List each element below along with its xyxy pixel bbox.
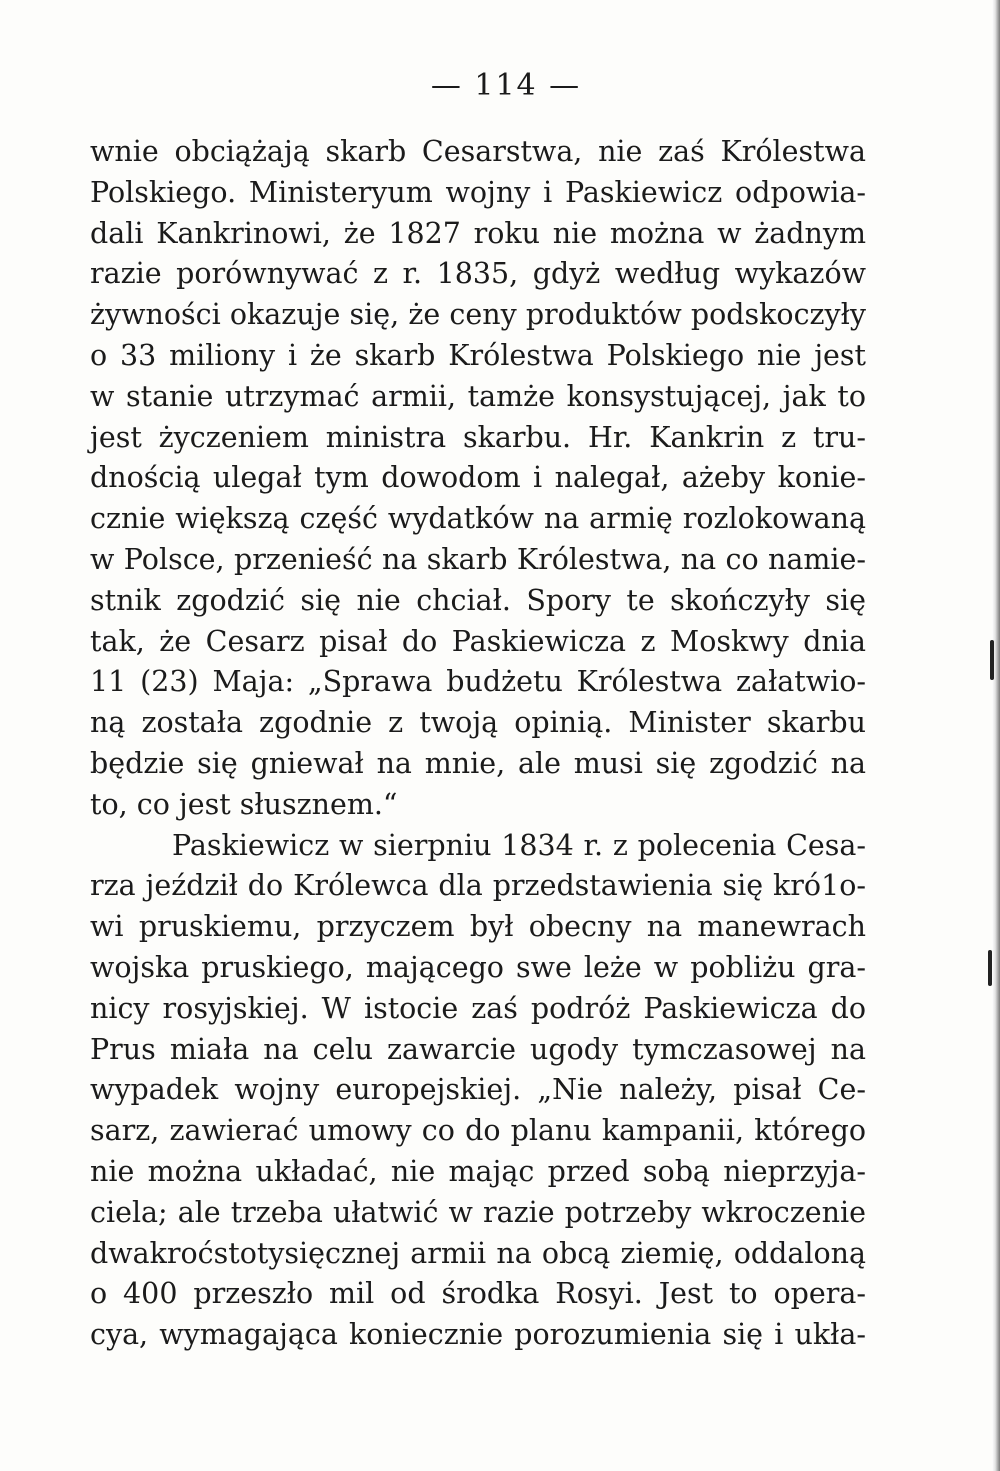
text-line: jest życzeniem ministra skarbu. Hr. Kankrin z tru- [90, 420, 866, 454]
text-line: żywności okazuje się, że ceny produktów podskoczyły [90, 298, 866, 332]
text-line: 11 (23) Maja: „Sprawa budżetu Królestwa załatwio- [90, 665, 866, 699]
text-line: Prus miała na celu zawarcie ugody tymczasowej na [90, 1032, 866, 1066]
text-line: sarz, zawierać umowy co do planu kampanii, którego [90, 1114, 866, 1148]
text-line: będzie się gniewał na mnie, ale musi się zgodzić na [90, 746, 866, 780]
text-line: nicy rosyjskiej. W istocie zaś podróż Paskiewicza do [90, 991, 866, 1025]
text-line: wi pruskiemu, przyczem był obecny na manewrach [90, 910, 866, 944]
text-line: w stanie utrzymać armii, tamże konsystującej, jak to [90, 379, 866, 413]
text-line: dali Kankrinowi, że 1827 roku nie można w żadnym [90, 216, 866, 250]
paragraph-start-line: Paskiewicz w sierpniu 1834 r. z polecenia Cesa- [172, 828, 866, 862]
text-line: tak, że Cesarz pisał do Paskiewicza z Moskwy dnia [90, 624, 866, 658]
text-line: ciela; ale trzeba ułatwić w razie potrzeby wkroczenie [90, 1195, 866, 1229]
text-line: w Polsce, przenieść na skarb Królestwa, na co namie- [90, 542, 866, 576]
edge-speck [990, 640, 994, 680]
text-line: Polskiego. Ministeryum wojny i Paskiewicz odpowia- [90, 175, 866, 209]
edge-speck [988, 950, 992, 986]
text-line: cya, wymagająca koniecznie porozumienia się i ukła- [90, 1318, 866, 1352]
text-line: wojska pruskiego, mającego swe leże w pobliżu gra- [90, 950, 866, 984]
page-edge-shadow [992, 0, 1000, 1471]
page-number-header: — 114 — [430, 68, 582, 103]
paragraph-end-line: to, co jest słusznem.“ [90, 787, 398, 821]
text-line: dwakroćstotysięcznej armii na obcą ziemię, oddaloną [90, 1236, 866, 1270]
text-line: ną została zgodnie z twoją opinią. Minister skarbu [90, 706, 866, 740]
text-line: wnie obciążają skarb Cesarstwa, nie zaś Królestwa [90, 135, 866, 168]
text-line: razie porównywać z r. 1835, gdyż według wykazów [90, 257, 866, 291]
text-line: nie można układać, nie mając przed sobą nieprzyja- [90, 1154, 866, 1188]
text-line: stnik zgodzić się nie chciał. Spory te skończyły się [90, 583, 866, 617]
text-line: rza jeździł do Królewca dla przedstawienia się kró1o- [90, 869, 866, 903]
text-line: cznie większą część wydatków na armię rozlokowaną [90, 502, 866, 536]
text-line: o 400 przeszło mil od środka Rosyi. Jest to opera- [90, 1277, 866, 1311]
text-line: wypadek wojny europejskiej. „Nie należy, pisał Ce- [90, 1073, 866, 1107]
text-line: o 33 miliony i że skarb Królestwa Polskiego nie jest [90, 338, 866, 372]
text-line: dnością ulegał tym dowodom i nalegał, ażeby konie- [90, 461, 866, 495]
page-body-text [90, 132, 866, 1356]
